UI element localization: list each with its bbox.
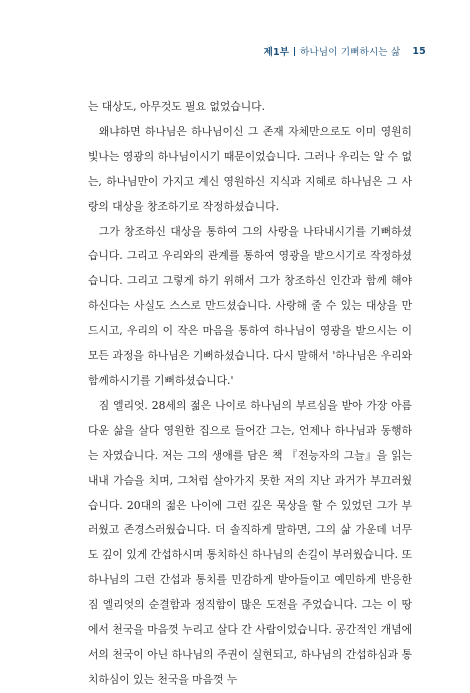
body-text [88, 95, 412, 693]
paragraph: 왜냐하면 하나님은 하나님이신 그 존재 자체만으로도 이미 영원히 빛나는 영광의 하나님이시기 때문이었습니다. 그러나 우리는 알 수 없는, 하나님만이 가지고 계신 영원하신 지식과 지혜로 하나님은 그 사랑의 대상을 창조하기로 작정하셨습니다. [88, 124, 412, 213]
chapter-title: 하나님이 기뻐하시는 삶 [300, 47, 401, 58]
part-label: 제1부 [263, 47, 290, 58]
header-divider [294, 47, 295, 56]
page-number: 15 [412, 45, 426, 57]
paragraph: 짐 엘리엇. 28세의 젊은 나이로 하나님의 부르심을 받아 가장 아름다운 삶을 살다 영원한 집으로 들어간 그는, 언제나 하나님과 동행하는 자였습니다. 저는 그의 생애를 담은 책 『전능자의 그늘』을 읽는 내내 가슴을 치며, 그처럼 살아가지 못한 저의 지난 과거가 부끄러웠습니다. 20대의 젊은 나이에 그런 깊은 묵상을 할 수 있었던 그가 부러웠고 존경스러웠습니다. 더 솔직하게 말하면, 그의 삶 가운데 너무도 깊이 있게 간섭하시며 통치하신 하나님의 손길이 부러웠습니다. 또 하나님의 그런 간섭과 통치를 민감하게 받아들이고 예민하게 반응한 짐 엘리엇의 순결함과 정직함이 많은 도전을 주었습니다. 그는 이 땅에서 천국을 마음껏 누리고 살다 간 사람이었습니다. 공간적인 개념에서의 천국이 아닌 하나님의 주권이 실현되고, 하나님의 간섭하심과 통치하심이 있는 천국을 마음껏 누 [88, 398, 412, 686]
paragraph-continuation: 는 대상도, 아무것도 필요 없었습니다. [88, 100, 266, 113]
paragraph: 그가 창조하신 대상을 통하여 그의 사랑을 나타내시기를 기뻐하셨습니다. 그리고 우리와의 관계를 통하여 영광을 받으시기로 작정하셨습니다. 그리고 그렇게 하기 위해서 그가 창조하신 인간과 함께 해야 하신다는 사실도 스스로 만드셨습니다. 사랑해 줄 수 있는 대상을 만드시고, 우리의 이 작은 마음을 통하여 하나님이 영광을 받으시는 이 모든 과정을 하나님은 기뻐하셨습니다. 다시 말해서 '하나님은 우리와 함께하시기를 기뻐하셨습니다.' [88, 224, 412, 387]
running-header [264, 44, 426, 58]
